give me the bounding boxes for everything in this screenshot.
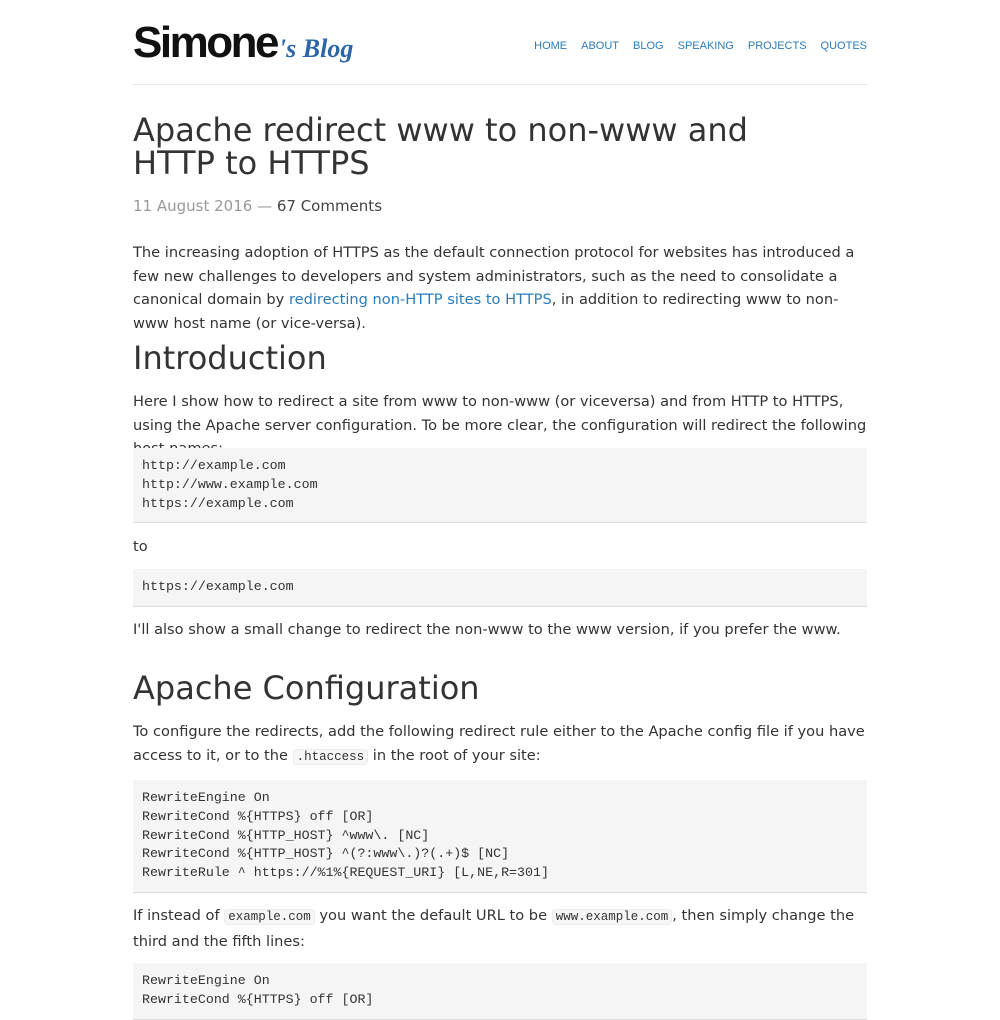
instead-text-1: If instead of xyxy=(133,907,225,924)
code-block-target: https://example.com xyxy=(133,569,867,607)
htaccess-code: .htaccess xyxy=(293,749,369,765)
meta-separator: — xyxy=(252,197,277,215)
config-text-2: in the root of your site: xyxy=(368,746,541,764)
redirect-https-link[interactable]: redirecting non-HTTP sites to HTTPS xyxy=(288,291,552,308)
nav-projects[interactable]: PROJECTS xyxy=(747,40,807,52)
intro-paragraph xyxy=(133,241,867,335)
intro-text-1: The increasing adoption of HTTPS as the default connection protocol for websites has introduced a few new challenges to developers and system administrators, such as the need to consolidate a canonical domain by xyxy=(133,244,855,308)
instead-text-2: you want the default URL to be xyxy=(314,907,552,924)
logo-blog: 's Blog xyxy=(278,34,354,63)
logo-name: Simone xyxy=(133,18,277,67)
intro-text-2: , in addition to redirecting www to non-www host name (or vice-versa). xyxy=(133,291,839,332)
site-header xyxy=(133,0,867,85)
main-nav xyxy=(534,40,867,52)
nav-home[interactable]: HOME xyxy=(534,40,568,52)
heading-introduction: Introduction xyxy=(133,339,327,377)
code-block-www-rules: RewriteEngine On RewriteCond %{HTTPS} off [OR] xyxy=(133,963,867,1020)
www-note-paragraph: I'll also show a small change to redirect the non-www to the www version, if you prefer the www. xyxy=(133,621,841,638)
introduction-paragraph: Here I show how to redirect a site from www to non-www (or viceversa) and from HTTP to HTTPS, using the Apache server configuration. To be more clear, the configuration will redirect the following xyxy=(133,393,867,434)
config-text-1: To configure the redirects, add the following redirect rule either to the Apache config file if you have access to it, or to the xyxy=(133,723,865,764)
comments-link[interactable]: 67 Comments xyxy=(276,197,383,215)
code-block-hosts: http://example.com http://www.example.com https://example.com xyxy=(133,448,867,523)
instead-text-3: , then simply change the third and the fifth lines: xyxy=(133,907,855,950)
heading-apache-configuration: Apache Configuration xyxy=(133,669,480,707)
example-com-code: example.com xyxy=(224,909,315,925)
site-logo[interactable] xyxy=(133,18,353,68)
to-text: to xyxy=(133,538,148,555)
post-title: Apache redirect www to non-www and HTTP to HTTPS xyxy=(133,111,748,182)
nav-speaking[interactable]: SPEAKING xyxy=(677,40,734,52)
post-meta xyxy=(133,197,382,215)
nav-quotes[interactable]: QUOTES xyxy=(820,40,867,52)
nav-about[interactable]: ABOUT xyxy=(581,40,620,52)
config-paragraph xyxy=(133,720,867,769)
nav-blog[interactable]: BLOG xyxy=(633,40,664,52)
post-date: 11 August 2016 xyxy=(133,197,253,215)
code-block-rewrite-rules: RewriteEngine On RewriteCond %{HTTPS} off [OR] RewriteCond %{HTTP_HOST} ^www\. [NC] RewriteCond %{HTTP_HOST} ^(?:www\.)?(.+)$ [NC] RewriteRule ^ https://%1%{REQUEST_URI} [L,NE,R=301] xyxy=(133,780,867,893)
www-example-com-code: www.example.com xyxy=(552,909,673,925)
instead-paragraph xyxy=(133,904,867,953)
